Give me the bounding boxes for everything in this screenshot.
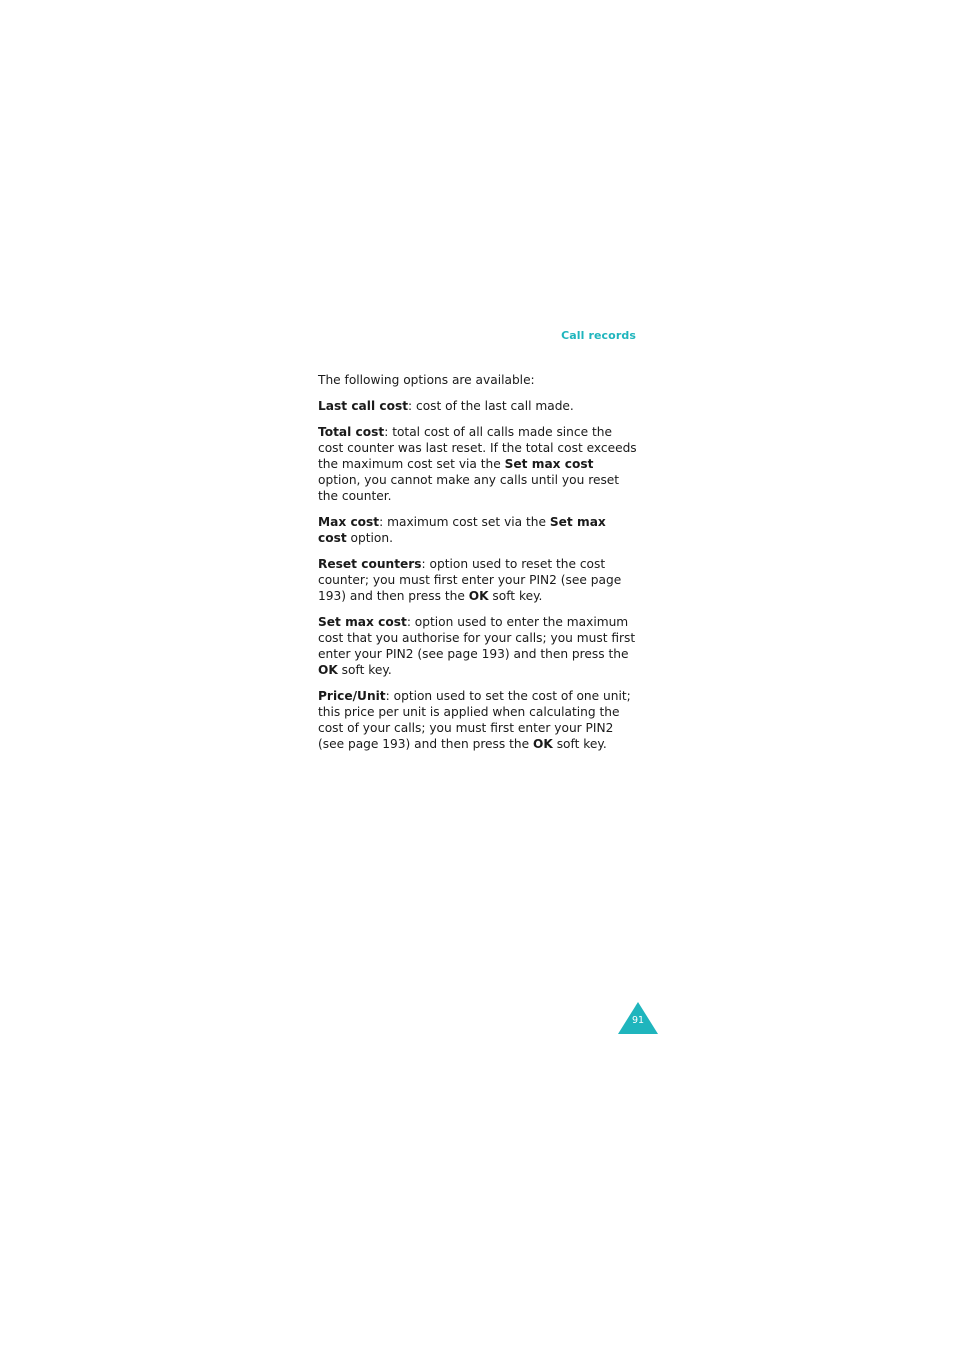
option-ref: Set max cost [318,515,606,545]
option-last-call-cost [318,398,638,414]
option-term: Price/Unit [318,689,386,703]
option-desc: soft key. [488,589,543,603]
option-term: Set max cost [318,615,407,629]
option-desc: : option used to set the cost of one unit; this price per unit is applied when calculating the cost of your calls; you must first enter your PIN2 (see page 193) and then press the [318,689,631,751]
option-desc: option, you cannot make any calls until you reset the counter. [318,473,620,503]
page-number: 91 [631,1015,645,1026]
option-desc: option. [346,531,393,545]
section-title: Call records [561,329,636,342]
option-total-cost [318,424,638,504]
intro-text: The following options are available: [318,373,535,387]
option-desc: soft key. [552,737,607,751]
option-desc: : cost of the last call made. [408,399,574,413]
option-reset-counters [318,556,638,604]
option-term: Last call cost [318,399,409,413]
option-price-unit [318,688,638,752]
options-content [318,372,638,762]
option-set-max-cost [318,614,638,678]
option-ref: OK [468,589,489,603]
option-max-cost [318,514,638,546]
option-ref: OK [533,737,553,751]
option-desc: soft key. [337,663,392,677]
option-desc: : total cost of all calls made since the cost counter was last reset. If the total cost exceeds the maximum cost set via the [318,425,637,471]
option-desc: : option used to reset the cost counter; you must first enter your PIN2 (see page 193) and then press the [318,557,622,603]
option-ref: OK [318,663,338,677]
option-term: Total cost [318,425,385,439]
option-term: Reset counters [318,557,422,571]
option-desc: : maximum cost set via the [379,515,550,529]
option-desc: : option used to enter the maximum cost that you authorise for your calls; you must first enter your PIN2 (see page 193) and then press the [318,615,636,661]
option-ref: Set max cost [504,457,594,471]
option-term: Max cost [318,515,380,529]
page-number-badge [618,1002,658,1034]
